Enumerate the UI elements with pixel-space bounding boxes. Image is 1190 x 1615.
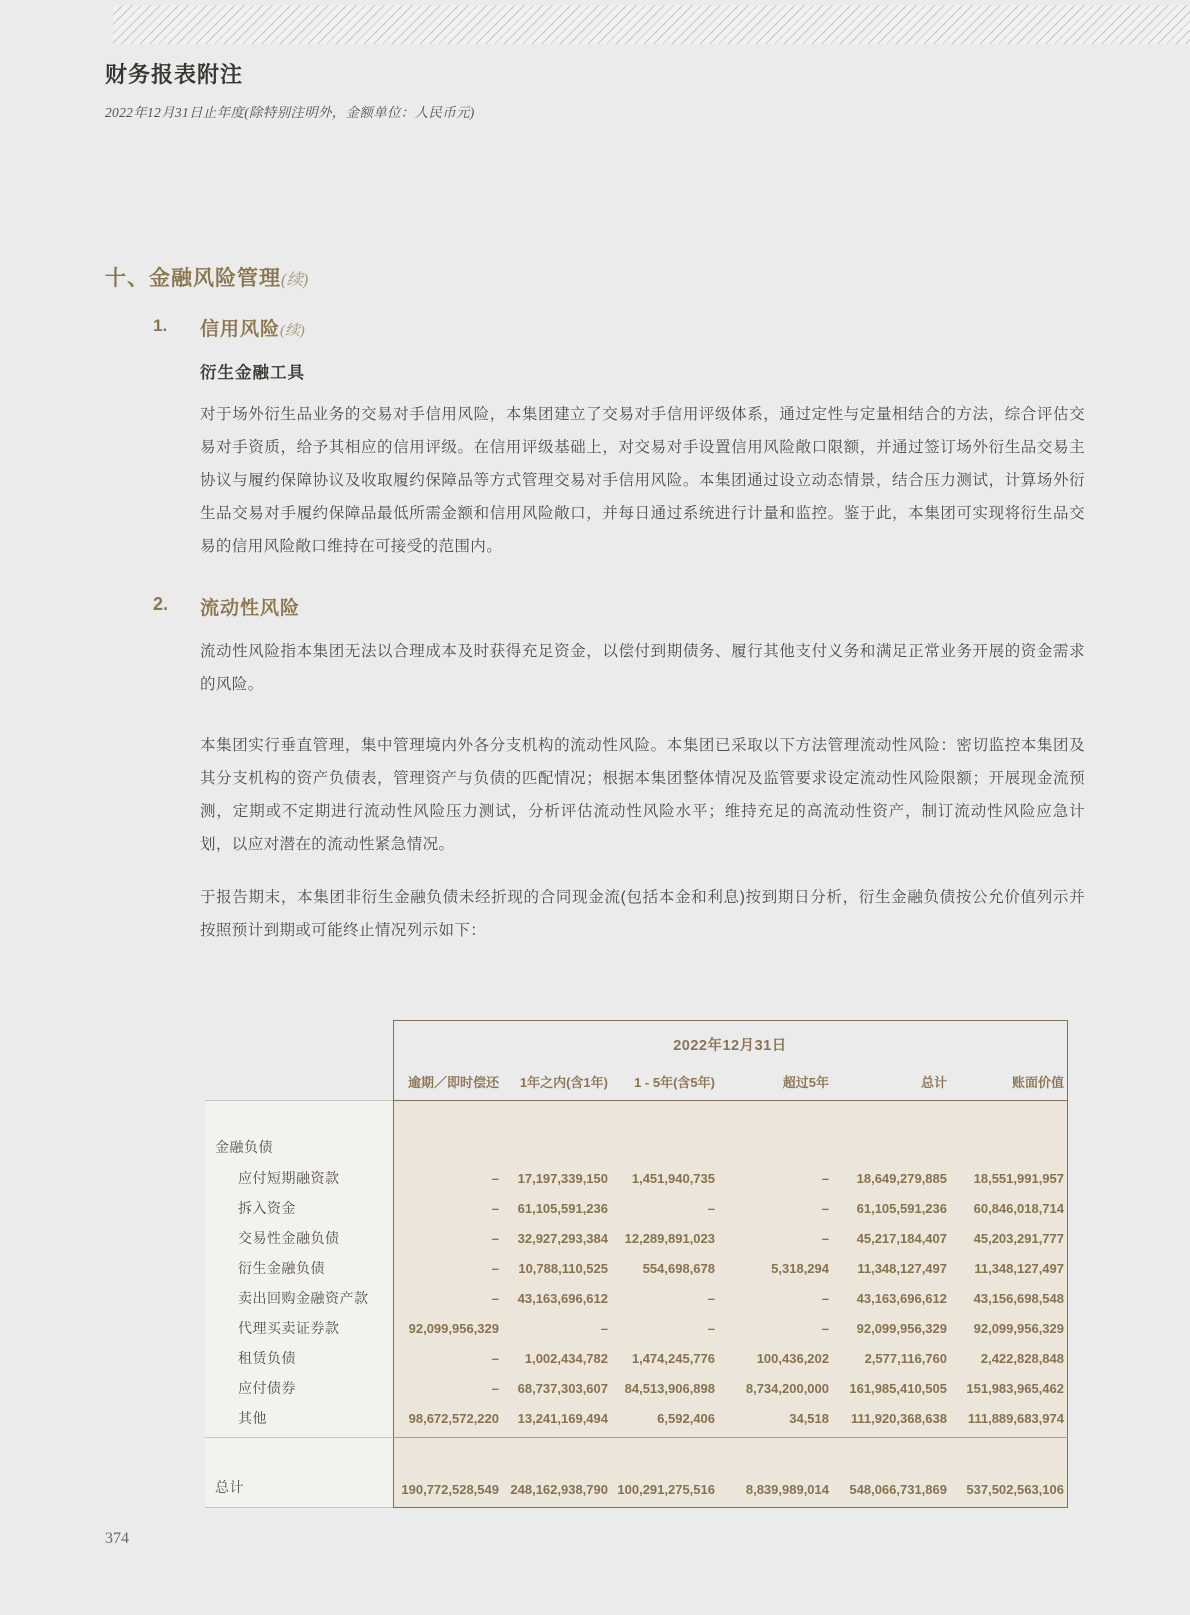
table-row (205, 1163, 1067, 1193)
total-value: 548,066,731,869 (849, 1482, 947, 1497)
row-value: 13,241,169,494 (517, 1410, 608, 1426)
table-row (205, 1101, 1067, 1163)
section-title (105, 262, 1087, 292)
row-value: 92,099,956,329 (408, 1320, 499, 1336)
table-row (205, 1283, 1067, 1313)
credit-risk-title-suffix: (续) (280, 323, 305, 339)
row-value: – (491, 1260, 499, 1276)
liquidity-risk-number: 2. (153, 594, 169, 614)
column-header-over-5y: 超过5年 (782, 1075, 829, 1090)
row-label: 租赁负债 (238, 1350, 296, 1366)
row-value: – (600, 1320, 608, 1336)
row-value: 61,105,591,236 (517, 1200, 608, 1216)
row-value: 11,348,127,497 (857, 1260, 947, 1276)
table-total-row (205, 1438, 1067, 1507)
row-value: 554,698,678 (642, 1260, 715, 1276)
row-value: 18,649,279,885 (856, 1170, 947, 1186)
page-number: 374 (105, 1530, 129, 1547)
row-value: – (821, 1230, 829, 1246)
total-value: 100,291,275,516 (617, 1482, 715, 1497)
table-date-header: 2022年12月31日 (673, 1038, 787, 1054)
credit-risk-content (200, 314, 1085, 563)
total-row-label: 总计 (215, 1479, 244, 1495)
table-header (205, 1020, 1067, 1100)
page-subtitle: 2022年12月31日止年度(除特别注明外，金额单位：人民币元) (105, 105, 475, 120)
row-value: 98,672,572,220 (408, 1410, 499, 1426)
column-header-total: 总计 (920, 1075, 947, 1090)
total-value: 8,839,989,014 (745, 1482, 829, 1497)
table-bottom-border (393, 1507, 1068, 1508)
row-value: 1,002,434,782 (524, 1350, 608, 1366)
total-value: 248,162,938,790 (510, 1482, 608, 1497)
row-value: 18,551,991,957 (973, 1170, 1064, 1186)
credit-risk-paragraph: 对于场外衍生品业务的交易对手信用风险，本集团建立了交易对手信用评级体系，通过定性与定量相结合的方法，综合评估交易对手资质，给予其相应的信用评级。在信用评级基础上，对交易对手设置信用风险敞口限额，并通过签订场外衍生品交易主协议与履约保障协议及收取履约保障品等方式管理交易对手信用风险。本集团通过设立动态情景，结合压力测试，计算场外衍生品交易对手履约保障品最低所需金额和信用风险敞口，并每日通过系统进行计量和监控。鉴于此，本集团可实现将衍生品交易的信用风险敞口维持在可接受的范围内。 (200, 406, 1085, 555)
liquidity-risk-title: 流动性风险 (200, 598, 301, 619)
row-value: 12,289,891,023 (624, 1230, 715, 1246)
row-label: 衍生金融负债 (238, 1260, 325, 1276)
row-value: – (491, 1230, 499, 1246)
table-row (205, 1403, 1067, 1433)
table-row (205, 1193, 1067, 1223)
credit-risk-title: 信用风险(续) (200, 319, 305, 340)
row-value: 6,592,406 (657, 1410, 715, 1426)
table-body (205, 1101, 1067, 1433)
main-content (105, 262, 1087, 947)
row-value: 2,422,828,848 (980, 1350, 1064, 1366)
table-row (205, 1313, 1067, 1343)
row-value: 68,737,303,607 (517, 1380, 608, 1396)
row-value: 61,105,591,236 (856, 1200, 947, 1216)
maturity-analysis-table (205, 1020, 1068, 1508)
liquidity-paragraph-1: 流动性风险指本集团无法以合理成本及时获得充足资金，以偿付到期债务、履行其他支付义务和满足正常业务开展的资金需求的风险。 (200, 643, 1085, 693)
row-value: 111,920,368,638 (850, 1410, 947, 1426)
row-value: 43,156,698,548 (973, 1290, 1064, 1306)
total-value: 537,502,563,106 (966, 1482, 1064, 1497)
row-value: – (707, 1290, 715, 1306)
table-right-border (1067, 1020, 1068, 1508)
row-label: 交易性金融负债 (238, 1230, 340, 1246)
row-value: 84,513,906,898 (624, 1380, 715, 1396)
table-row (205, 1343, 1067, 1373)
row-value: 1,451,940,735 (631, 1170, 715, 1186)
row-value: 5,318,294 (771, 1260, 829, 1276)
row-value: 60,846,018,714 (973, 1200, 1064, 1216)
column-header-overdue: 逾期／即时偿还 (407, 1075, 499, 1090)
row-value: – (491, 1380, 499, 1396)
row-value: – (821, 1290, 829, 1306)
row-value: – (491, 1200, 499, 1216)
page-title: 财务报表附注 (105, 62, 244, 87)
row-value: 10,788,110,525 (518, 1260, 608, 1276)
row-value: – (707, 1320, 715, 1336)
row-value: 1,474,245,776 (631, 1350, 715, 1366)
column-header-within-1y: 1年之内(含1年) (519, 1075, 608, 1090)
liquidity-paragraph-3: 于报告期末，本集团非衍生金融负债未经折现的合同现金流(包括本金和利息)按到期日分析，衍生金融负债按公允价值列示并按照预计到期或可能终止情况列示如下： (200, 889, 1085, 939)
row-value: 17,197,339,150 (517, 1170, 608, 1186)
row-value: 34,518 (789, 1410, 829, 1426)
table-row (205, 1223, 1067, 1253)
row-label: 应付短期融资款 (238, 1170, 340, 1186)
credit-risk-number: 1. (153, 316, 168, 335)
liquidity-risk-block (153, 593, 1087, 947)
total-value: 190,772,528,549 (401, 1482, 499, 1497)
table-row (205, 1373, 1067, 1403)
row-value: 43,163,696,612 (517, 1290, 608, 1306)
row-value: 11,348,127,497 (974, 1260, 1064, 1276)
row-value: – (821, 1170, 829, 1186)
row-label: 代理买卖证券款 (238, 1320, 340, 1336)
row-label: 其他 (238, 1410, 267, 1426)
row-value: 151,983,965,462 (966, 1380, 1064, 1396)
row-value: – (491, 1170, 499, 1186)
row-value: 45,203,291,777 (973, 1230, 1064, 1246)
decorative-stripe-band (113, 5, 1190, 44)
section-title-text: 十、金融风险管理 (105, 267, 281, 290)
row-value: – (707, 1200, 715, 1216)
row-label: 金融负债 (215, 1139, 273, 1155)
row-label: 应付债券 (238, 1380, 296, 1396)
derivatives-subheading: 衍生金融工具 (200, 364, 305, 382)
row-value: 161,985,410,505 (849, 1380, 947, 1396)
table-row (205, 1253, 1067, 1283)
document-header (105, 58, 1085, 121)
credit-risk-block (153, 314, 1087, 563)
row-value: 8,734,200,000 (745, 1380, 829, 1396)
column-header-carrying-value: 账面价值 (1011, 1075, 1064, 1090)
row-value: 100,436,202 (756, 1350, 829, 1366)
row-value: 2,577,116,760 (864, 1350, 947, 1366)
table-column-headers (393, 1072, 1067, 1091)
row-value: – (491, 1350, 499, 1366)
table-bottom-border-label (205, 1507, 393, 1508)
row-value: 32,927,293,384 (517, 1230, 608, 1246)
liquidity-risk-content (200, 593, 1085, 947)
row-value: 111,889,683,974 (967, 1410, 1064, 1426)
column-header-1-5y: 1 - 5年(含5年) (634, 1075, 715, 1090)
section-title-suffix: (续) (281, 270, 309, 289)
row-value: – (491, 1290, 499, 1306)
row-value: 43,163,696,612 (856, 1290, 947, 1306)
row-value: 45,217,184,407 (856, 1230, 947, 1246)
row-value: – (821, 1200, 829, 1216)
row-value: 92,099,956,329 (973, 1320, 1064, 1336)
row-label: 卖出回购金融资产款 (238, 1290, 369, 1306)
row-value: – (821, 1320, 829, 1336)
liquidity-paragraph-2: 本集团实行垂直管理，集中管理境内外各分支机构的流动性风险。本集团已采取以下方法管理流动性风险：密切监控本集团及其分支机构的资产负债表，管理资产与负债的匹配情况；根据本集团整体情况及监管要求设定流动性风险限额；开展现金流预测，定期或不定期进行流动性风险压力测试，分析评估流动性风险水平；维持充足的高流动性资产，制订流动性风险应急计划，以应对潜在的流动性紧急情况。 (200, 737, 1085, 853)
row-value: 92,099,956,329 (856, 1320, 947, 1336)
row-label: 拆入资金 (238, 1200, 296, 1216)
